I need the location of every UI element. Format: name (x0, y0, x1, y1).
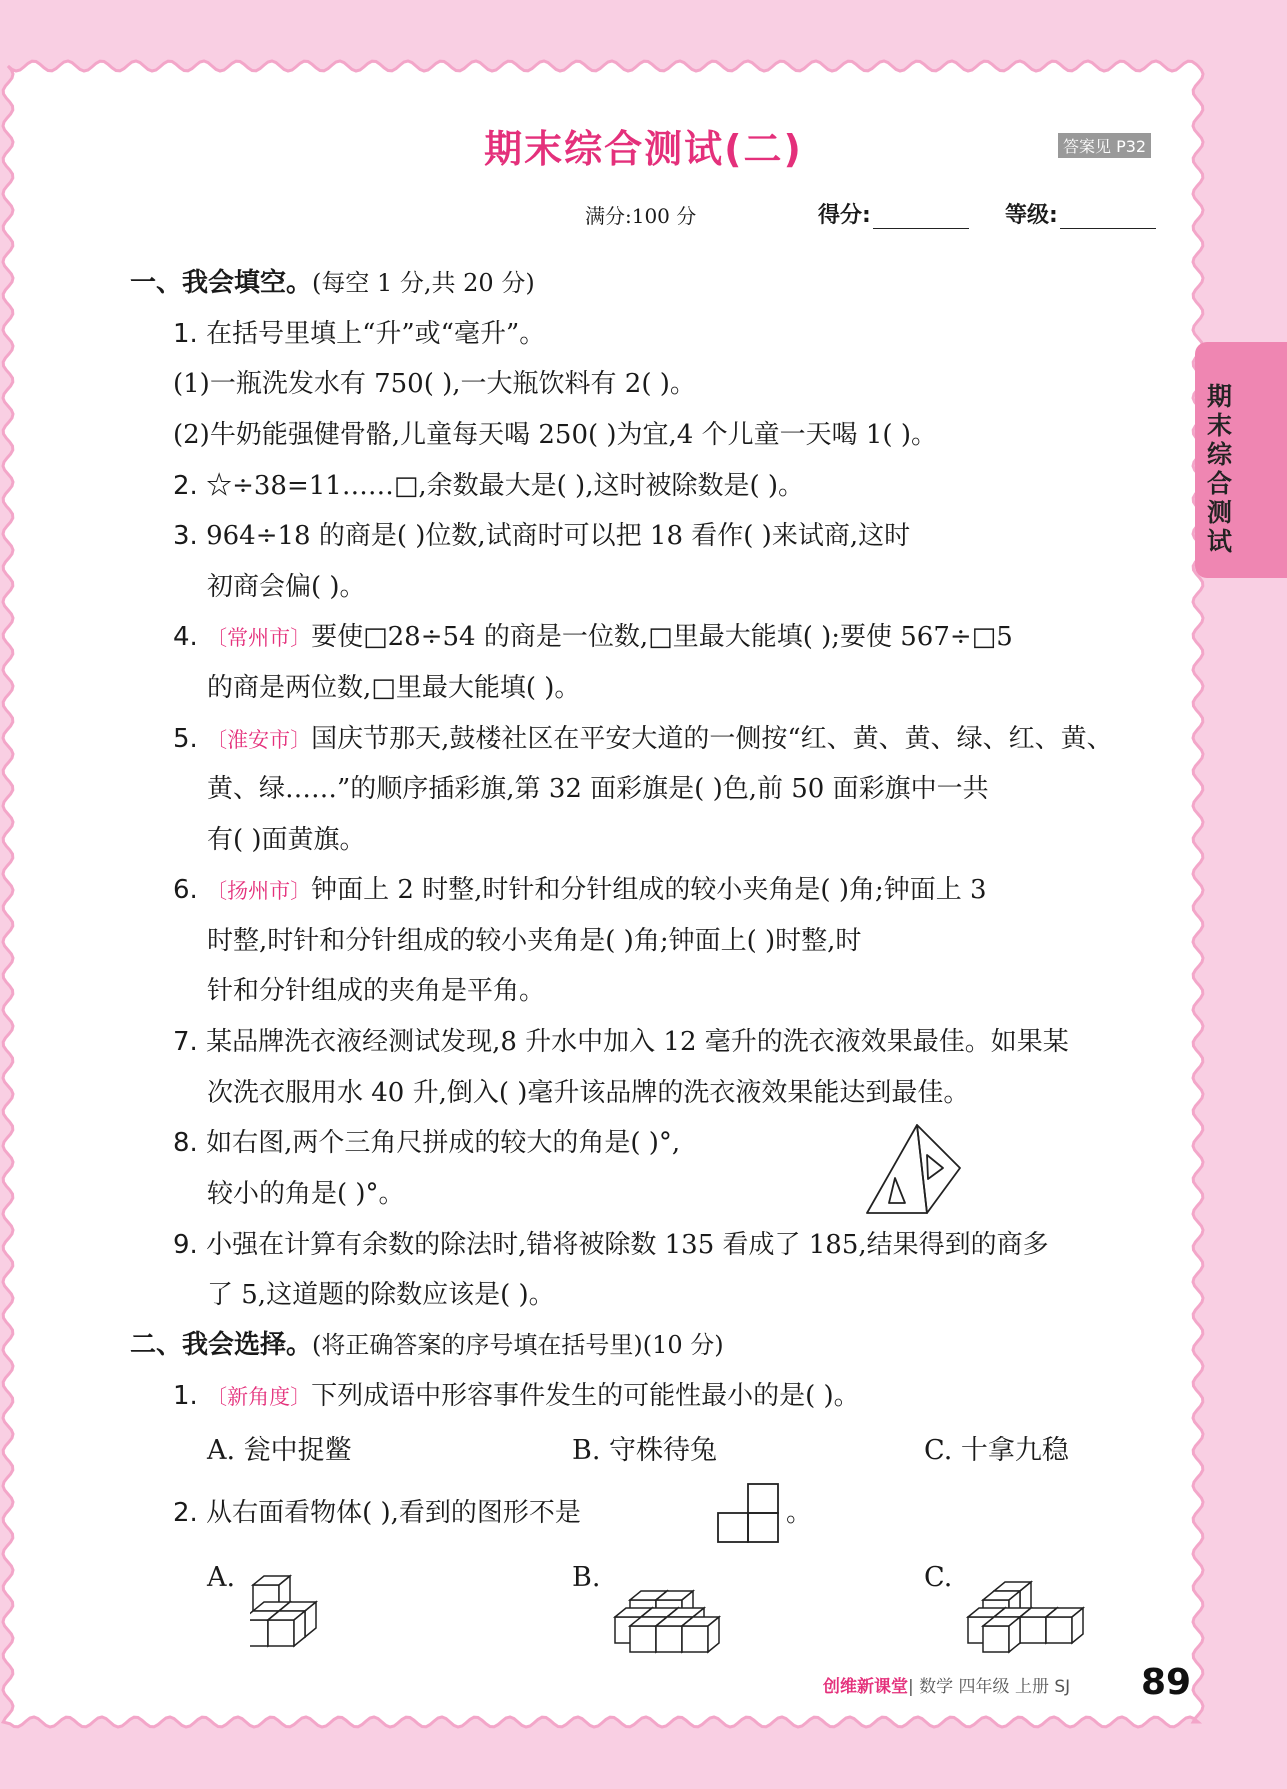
question-number: 9. (173, 1230, 198, 1260)
side-tab-label: 期末综合测试 (1207, 382, 1233, 556)
cube-stack-figure-a (250, 1555, 350, 1655)
question-line (173, 367, 696, 401)
section2-heading-line (130, 1328, 724, 1362)
question-number: 7. (173, 1027, 198, 1057)
question-text: 如右图,两个三角尺拼成的较大的角是( )°, (206, 1128, 681, 1158)
question-number: 1. (173, 1381, 198, 1411)
cube (983, 1617, 1020, 1652)
question-line (207, 974, 545, 1008)
choice-option-c[interactable]: C. 十拿九稳 (924, 1435, 1069, 1466)
question-text: (2)牛奶能强健骨骼,儿童每天喝 250( )为宜,4 个儿童一天喝 1( )。 (173, 420, 937, 450)
question-line (207, 1076, 969, 1110)
question-line (173, 1025, 1069, 1059)
section1-heading: 一、我会填空。 (130, 268, 313, 298)
question-text: 钟面上 2 时整,时针和分针组成的较小夹角是( )角;钟面上 3 (311, 875, 987, 905)
question-text: 针和分针组成的夹角是平角。 (207, 976, 546, 1006)
page-number: 89 (1141, 1662, 1192, 1703)
question-text: 某品牌洗衣液经测试发现,8 升水中加入 12 毫升的洗衣液效果最佳。如果某 (206, 1027, 1069, 1057)
question-line (173, 620, 1013, 655)
triangle-rulers-figure (865, 1123, 970, 1215)
cube-stack-figure-b (612, 1555, 742, 1655)
grade-label: 等级: (1005, 203, 1058, 228)
question-number: 1. (173, 319, 198, 349)
cube-stack-figure-c (965, 1555, 1095, 1655)
question-line (173, 317, 545, 351)
question-line (173, 1496, 581, 1530)
question-number: 6. (173, 875, 198, 905)
question-line (173, 722, 1113, 757)
section2-heading: 二、我会选择。 (130, 1330, 313, 1360)
question-line (207, 1177, 405, 1211)
question-text: 较小的角是( )°。 (207, 1179, 405, 1209)
source-tag: 〔扬州市〕 (206, 879, 312, 903)
source-tag: 〔新角度〕 (206, 1385, 312, 1409)
question-text: ☆÷38=11……□,余数最大是( ),这时被除数是( )。 (206, 471, 805, 501)
section1-heading-line (130, 266, 535, 300)
score-label: 得分: (818, 203, 871, 228)
question-text: 时整,时针和分针组成的较小夹角是( )角;钟面上( )时整,时 (207, 926, 862, 956)
score-field (818, 198, 969, 229)
score-blank[interactable] (873, 204, 969, 229)
cube (682, 1617, 719, 1652)
question-text: 了 5,这道题的除数应该是( )。 (207, 1280, 555, 1310)
question-line (207, 823, 366, 857)
source-tag: 〔常州市〕 (206, 626, 312, 650)
question-number: 8. (173, 1128, 198, 1158)
question-number: 3. (173, 521, 198, 551)
question-line (173, 1228, 1049, 1262)
full-score: 满分:100 分 (585, 204, 697, 228)
question-text: 有( )面黄旗。 (207, 825, 366, 855)
question-text: 从右面看物体( ),看到的图形不是 (206, 1498, 581, 1528)
footer-details: | 数学 四年级 上册 SJ (908, 1677, 1071, 1697)
question-text: (1)一瓶洗发水有 750( ),一大瓶饮料有 2( )。 (173, 369, 696, 399)
question-line (207, 924, 861, 958)
question-number: 4. (173, 622, 198, 652)
question-text: 下列成语中形容事件发生的可能性最小的是( )。 (311, 1381, 860, 1411)
question-line (207, 570, 366, 604)
side-view-shape-figure (715, 1482, 781, 1544)
question-line (173, 418, 937, 452)
question-line (207, 772, 989, 806)
question-number: 2. (173, 1498, 198, 1528)
choice-option-b[interactable]: B. 守株待兔 (572, 1435, 718, 1466)
section2-note: (将正确答案的序号填在括号里)(10 分) (312, 1331, 724, 1359)
cube (268, 1611, 305, 1646)
question-number: 5. (173, 724, 198, 754)
question-text: 次洗衣服用水 40 升,倒入( )毫升该品牌的洗衣液效果能达到最佳。 (207, 1078, 970, 1108)
footer-brand: 创维新课堂 (823, 1677, 908, 1697)
choice-option-b[interactable]: B. (572, 1562, 601, 1593)
cube (1046, 1608, 1083, 1643)
choice-option-a[interactable]: A. (207, 1562, 236, 1593)
question-line (207, 671, 580, 705)
grade-field (1005, 198, 1156, 229)
question-text: 黄、绿……”的顺序插彩旗,第 32 面彩旗是( )色,前 50 面彩旗中一共 (207, 774, 989, 804)
question-text: 国庆节那天,鼓楼社区在平安大道的一侧按“红、黄、黄、绿、红、黄、 (311, 724, 1113, 754)
question-text: 要使□28÷54 的商是一位数,□里最大能填( );要使 567÷□5 (311, 622, 1013, 652)
question-text: 在括号里填上“升”或“毫升”。 (206, 319, 546, 349)
footer-info (823, 1672, 1070, 1697)
grade-blank[interactable] (1060, 204, 1156, 229)
question-number: 2. (173, 471, 198, 501)
question-line (173, 1126, 680, 1160)
choice-option-a[interactable]: A. 瓮中捉鳖 (207, 1435, 352, 1466)
question-line (173, 873, 987, 908)
answer-reference-badge: 答案见 P32 (1058, 133, 1151, 158)
source-tag: 〔淮安市〕 (206, 728, 312, 752)
question-text: 的商是两位数,□里最大能填( )。 (207, 673, 581, 703)
chapter-side-tab (1195, 342, 1287, 578)
question-line (207, 1278, 555, 1312)
question-line-end: 。 (786, 1498, 813, 1528)
question-text: 小强在计算有余数的除法时,错将被除数 135 看成了 185,结果得到的商多 (206, 1230, 1049, 1260)
question-line (173, 1379, 860, 1414)
choice-option-c[interactable]: C. (924, 1562, 953, 1593)
question-line (173, 469, 804, 503)
question-text: 964÷18 的商是( )位数,试商时可以把 18 看作( )来试商,这时 (206, 521, 911, 551)
section1-note: (每空 1 分,共 20 分) (312, 269, 535, 297)
question-line (173, 519, 910, 553)
page-title: 期末综合测试(二) (484, 127, 803, 171)
question-text: 初商会偏( )。 (207, 572, 366, 602)
